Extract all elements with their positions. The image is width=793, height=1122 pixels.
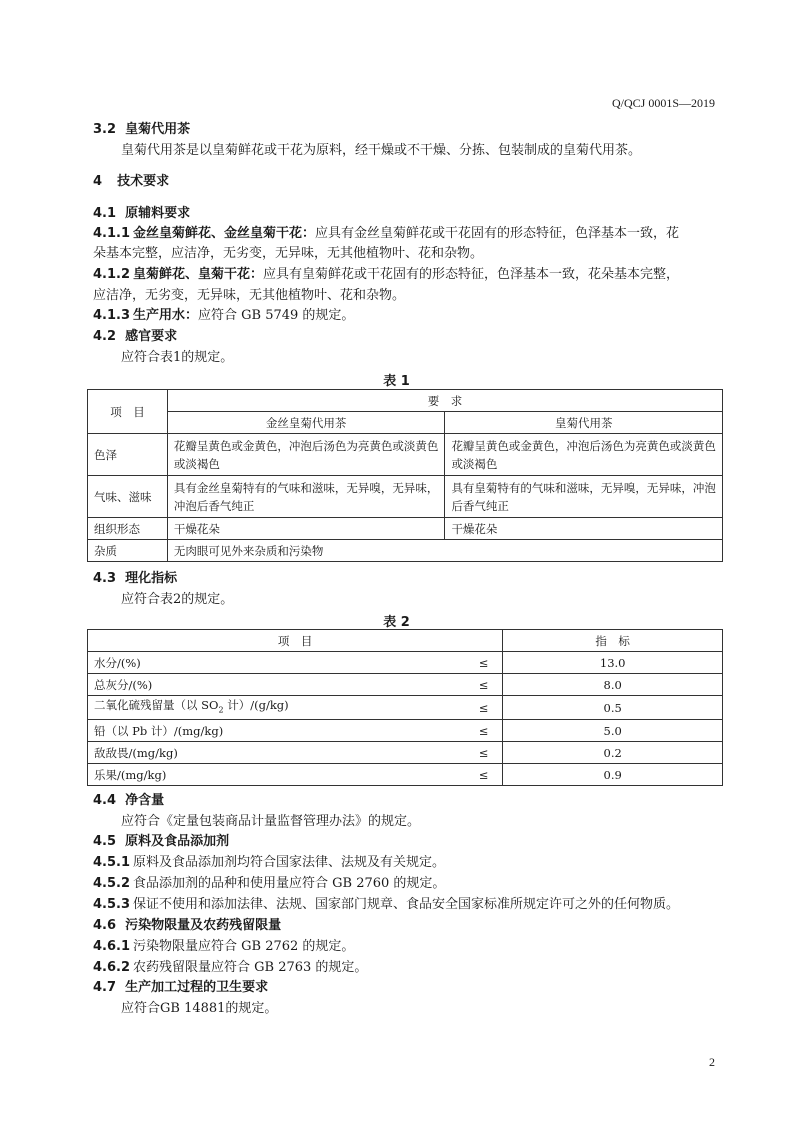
section-number: 4.5 (93, 834, 117, 849)
table-cell-operator: ≤ (387, 652, 503, 674)
table-1-caption: 表 1 (383, 374, 410, 389)
section-4-3-text: 应符合表2的规定。 (121, 592, 234, 607)
table-cell-value: 5.0 (503, 720, 723, 742)
table-cell: 干燥花朵 (445, 518, 723, 540)
section-4-4-text: 应符合《定量包装商品计量监督管理办法》的规定。 (121, 814, 421, 829)
table-cell-item: 组织形态 (88, 518, 168, 540)
section-4-2-heading (93, 327, 723, 347)
clause-title: 生产用水： (133, 308, 199, 323)
section-number: 4 (93, 174, 103, 189)
table-cell: 具有皇菊特有的气味和滋味，无异嗅，无异味，冲泡后香气纯正 (445, 476, 723, 518)
clause-title: 金丝皇菊鲜花、金丝皇菊干花： (133, 226, 316, 241)
clause-4-1-1 (93, 224, 723, 244)
section-4-6-heading (93, 916, 723, 936)
section-title: 技术要求 (117, 174, 170, 189)
table-cell: 花瓣呈黄色或金黄色，冲泡后汤色为亮黄色或淡黄色或淡褐色 (445, 434, 723, 476)
section-3-2-heading (93, 120, 723, 140)
clause-title: 皇菊鲜花、皇菊干花： (133, 267, 264, 282)
section-title: 污染物限量及农药残留限量 (125, 918, 282, 933)
clause-text: 农药残留限量应符合 GB 2763 的规定。 (133, 960, 368, 975)
clause-4-1-3 (93, 306, 723, 326)
table-cell-item: 水分/(%) (88, 652, 388, 674)
table-cell-operator: ≤ (387, 742, 503, 764)
table-1-header-col2: 皇菊代用茶 (445, 412, 723, 434)
clause-text: 应符合 GB 5749 的规定。 (198, 308, 355, 323)
table-cell-item: 杂质 (88, 540, 168, 562)
section-4-2-text: 应符合表1的规定。 (121, 350, 234, 365)
page-number: 2 (709, 1055, 715, 1069)
table-row (88, 764, 723, 786)
table-row (88, 540, 723, 562)
table-row (88, 518, 723, 540)
section-title: 皇菊代用茶 (125, 122, 191, 137)
table-row (88, 742, 723, 764)
section-number: 4.1 (93, 206, 117, 221)
clause-number: 4.5.1 (93, 855, 131, 870)
table-cell-value: 0.9 (503, 764, 723, 786)
document-code: Q/QCJ 0001S—2019 (611, 96, 715, 110)
section-number: 4.7 (93, 980, 117, 995)
section-number: 4.3 (93, 571, 117, 586)
table-cell: 花瓣呈黄色或金黄色，冲泡后汤色为亮黄色或淡黄色或淡褐色 (167, 434, 445, 476)
clause-number: 4.1.1 (93, 226, 131, 241)
table-2-header-index: 指 标 (503, 630, 723, 652)
clause-number: 4.1.3 (93, 308, 131, 323)
clause-number: 4.5.3 (93, 897, 131, 912)
section-4-1-heading (93, 204, 723, 224)
table-row (88, 476, 723, 518)
table-cell-item: 铅（以 Pb 计）/(mg/kg) (88, 720, 388, 742)
section-number: 4.4 (93, 793, 117, 808)
table-2-header-item: 项 目 (88, 630, 503, 652)
clause-4-5-3 (93, 895, 723, 915)
section-number: 3.2 (93, 122, 117, 137)
clause-number: 4.5.2 (93, 876, 131, 891)
clause-4-1-1-cont: 朵基本完整，应洁净，无劣变，无异味，无其他植物叶、花和杂物。 (93, 246, 484, 261)
table-cell-item: 气味、滋味 (88, 476, 168, 518)
table-row (88, 434, 723, 476)
section-4-heading (93, 172, 723, 192)
section-4-4-heading (93, 791, 723, 811)
table-cell-operator: ≤ (387, 696, 503, 720)
table-cell-operator: ≤ (387, 720, 503, 742)
table-2 (87, 629, 723, 786)
item-text: 计）/(g/kg) (223, 698, 289, 712)
clause-number: 4.6.2 (93, 960, 131, 975)
table-cell-item: 总灰分/(%) (88, 674, 388, 696)
table-1-header-requirement: 要 求 (167, 390, 722, 412)
table-2-caption: 表 2 (383, 615, 410, 630)
table-row (88, 696, 723, 720)
clause-text: 应具有皇菊鲜花或干花固有的形态特征，色泽基本一致，花朵基本完整， (263, 267, 680, 282)
table-cell-item: 乐果/(mg/kg) (88, 764, 388, 786)
table-cell: 干燥花朵 (167, 518, 445, 540)
clause-number: 4.1.2 (93, 267, 131, 282)
clause-4-6-2 (93, 958, 723, 978)
section-4-7-text: 应符合GB 14881的规定。 (121, 1001, 278, 1016)
clause-4-1-2 (93, 265, 723, 285)
section-4-7-heading (93, 978, 723, 998)
clause-text: 污染物限量应符合 GB 2762 的规定。 (133, 939, 355, 954)
clause-text: 食品添加剂的品种和使用量应符合 GB 2760 的规定。 (133, 876, 446, 891)
section-title: 生产加工过程的卫生要求 (125, 980, 269, 995)
section-title: 原料及食品添加剂 (125, 834, 230, 849)
section-number: 4.6 (93, 918, 117, 933)
table-cell-value: 0.2 (503, 742, 723, 764)
clause-text: 应具有金丝皇菊鲜花或干花固有的形态特征，色泽基本一致，花 (315, 226, 680, 241)
table-cell-item: 敌敌畏/(mg/kg) (88, 742, 388, 764)
clause-4-6-1 (93, 937, 723, 957)
table-cell-value: 13.0 (503, 652, 723, 674)
clause-text: 保证不使用和添加法律、法规、国家部门规章、食品安全国家标准所规定许可之外的任何物质。 (133, 897, 680, 912)
subscript: 2 (218, 705, 224, 715)
section-4-3-heading (93, 569, 723, 589)
table-1-header-col1: 金丝皇菊代用茶 (167, 412, 445, 434)
item-text: 二氧化硫残留量（以 SO (94, 698, 219, 712)
clause-number: 4.6.1 (93, 939, 131, 954)
table-cell-value: 8.0 (503, 674, 723, 696)
section-number: 4.2 (93, 329, 117, 344)
section-3-2-text: 皇菊代用茶是以皇菊鲜花或干花为原料，经干燥或不干燥、分拣、包装制成的皇菊代用茶。 (121, 143, 642, 158)
table-cell: 无肉眼可见外来杂质和污染物 (167, 540, 722, 562)
table-1 (87, 389, 723, 562)
table-cell-operator: ≤ (387, 764, 503, 786)
section-title: 理化指标 (125, 571, 178, 586)
clause-text: 原料及食品添加剂均符合国家法律、法规及有关规定。 (133, 855, 446, 870)
table-cell-item (88, 696, 388, 720)
section-title: 原辅料要求 (125, 206, 191, 221)
clause-4-5-1 (93, 853, 723, 873)
clause-4-5-2 (93, 874, 723, 894)
table-1-header-item: 项 目 (88, 390, 168, 434)
table-row (88, 674, 723, 696)
clause-4-1-2-cont: 应洁净，无劣变，无异味，无其他植物叶、花和杂物。 (93, 288, 406, 303)
section-title: 感官要求 (125, 329, 178, 344)
section-4-5-heading (93, 832, 723, 852)
table-cell-value: 0.5 (503, 696, 723, 720)
section-title: 净含量 (125, 793, 165, 808)
table-row (88, 652, 723, 674)
table-cell-item: 色泽 (88, 434, 168, 476)
table-cell-operator: ≤ (387, 674, 503, 696)
table-cell: 具有金丝皇菊特有的气味和滋味，无异嗅，无异味，冲泡后香气纯正 (167, 476, 445, 518)
table-row (88, 720, 723, 742)
